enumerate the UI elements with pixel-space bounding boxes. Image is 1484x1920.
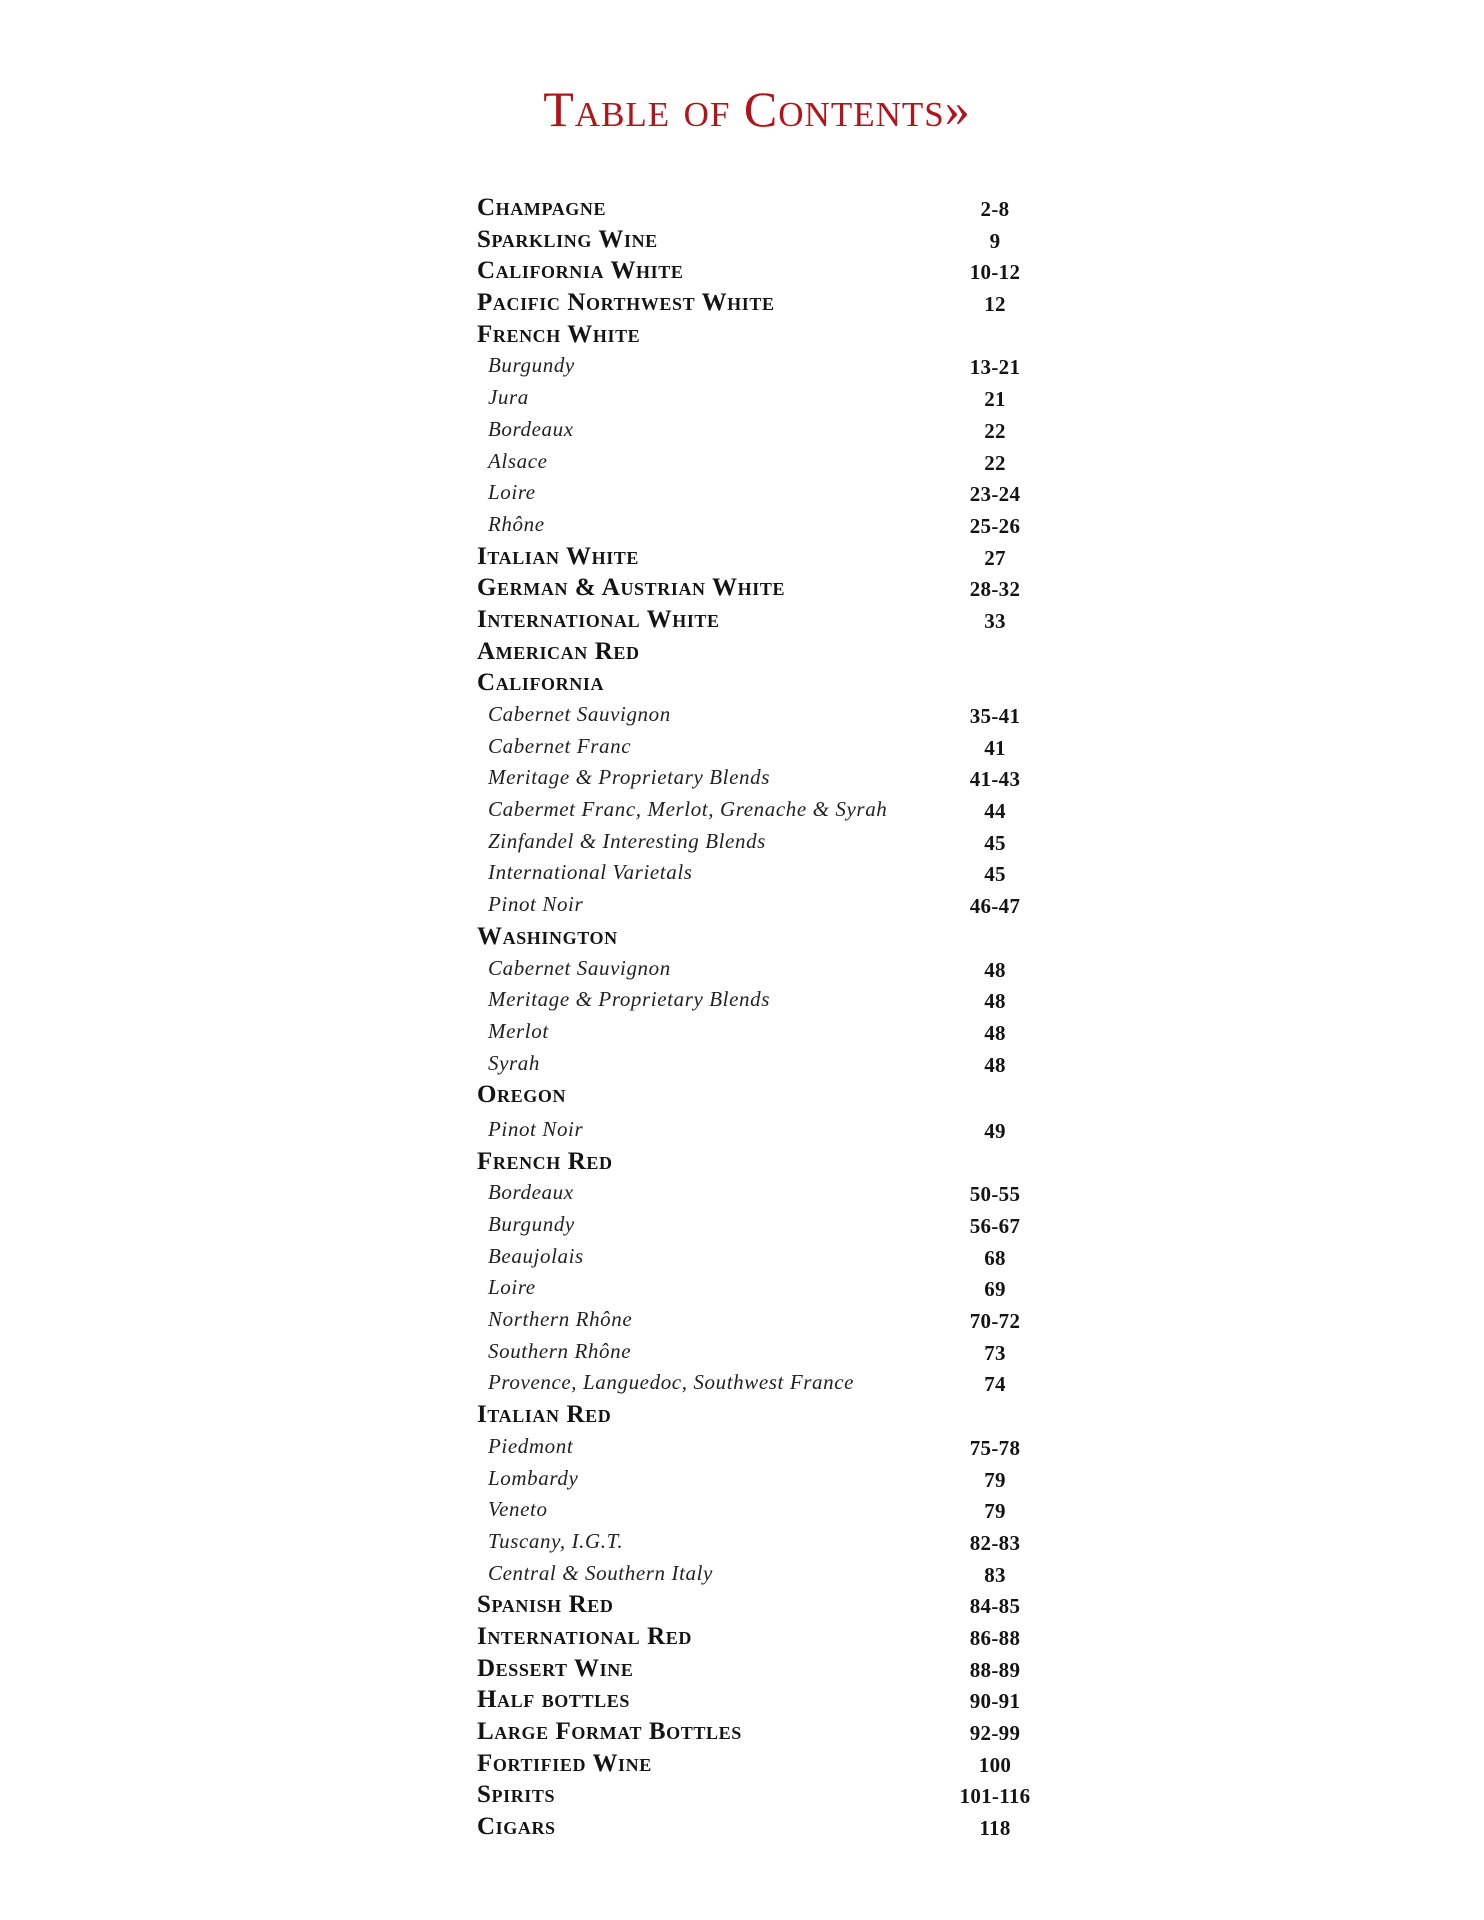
toc-section-entry[interactable]: [477, 1716, 1037, 1748]
toc-subsection-entry[interactable]: [477, 446, 1037, 478]
toc-entry-pages: 73: [984, 1340, 1006, 1365]
toc-subsection-entry[interactable]: [477, 699, 1037, 731]
toc-entry-pages: 83: [984, 1562, 1006, 1587]
toc-subsection-entry[interactable]: [477, 1367, 1037, 1399]
toc-entry-pages: 41-43: [969, 767, 1021, 792]
toc-entry-label: California White: [477, 257, 684, 285]
toc-entry-label: Alsace: [488, 448, 548, 473]
toc-entry-label: Northern Rhône: [488, 1307, 633, 1332]
toc-subsection-entry[interactable]: [477, 1114, 1037, 1146]
toc-entry-label: Merlot: [488, 1018, 549, 1043]
toc-section-entry[interactable]: [477, 1621, 1037, 1653]
toc-entry-label: Cabernet Franc: [488, 733, 632, 758]
toc-entry-label: Piedmont: [488, 1433, 574, 1458]
toc-entry-pages: 48: [984, 989, 1006, 1014]
toc-entry-pages: 74: [984, 1372, 1006, 1397]
toc-entry-pages: 45: [984, 862, 1006, 887]
toc-entry-label: Bordeaux: [488, 416, 574, 441]
toc-entry-pages: 9: [989, 228, 1001, 253]
toc-entry-label: Bordeaux: [488, 1180, 574, 1205]
toc-section-entry[interactable]: [477, 1589, 1037, 1621]
toc-entry-label: Oregon: [477, 1081, 567, 1109]
toc-section-entry[interactable]: [477, 667, 1037, 699]
toc-subsection-entry[interactable]: [477, 731, 1037, 763]
toc-entry-label: International Varietals: [488, 860, 693, 885]
toc-entry-pages: 48: [984, 957, 1006, 982]
toc-entry-pages: 21: [984, 387, 1006, 412]
toc-entry-pages: 27: [984, 545, 1006, 570]
toc-entry-pages: 69: [984, 1277, 1006, 1302]
toc-subsection-entry[interactable]: [477, 1241, 1037, 1273]
page-title: Table of Contents»: [543, 81, 971, 137]
toc-list: [477, 192, 1037, 1843]
toc-section-entry[interactable]: [477, 255, 1037, 287]
toc-entry-pages: 10-12: [969, 260, 1021, 285]
toc-entry-pages: 92-99: [969, 1721, 1021, 1745]
toc-entry-pages: 100: [978, 1752, 1012, 1777]
toc-subsection-entry[interactable]: [477, 953, 1037, 985]
toc-subsection-entry[interactable]: [477, 1304, 1037, 1336]
toc-entry-label: California: [477, 669, 605, 697]
toc-section-entry[interactable]: [477, 636, 1037, 668]
toc-entry-pages: 22: [984, 450, 1006, 475]
toc-entry-pages: 46-47: [969, 894, 1021, 919]
toc-section-entry[interactable]: [477, 1811, 1037, 1843]
toc-entry-pages: 41: [984, 735, 1006, 760]
toc-entry-label: Italian White: [477, 542, 640, 570]
toc-entry-pages: 70-72: [969, 1309, 1021, 1334]
toc-entry-label: Syrah: [488, 1050, 540, 1075]
toc-entry-pages: 49: [984, 1118, 1006, 1143]
toc-section-entry[interactable]: [477, 921, 1037, 953]
toc-section-entry[interactable]: [477, 192, 1037, 224]
toc-entry-pages: 118: [979, 1816, 1011, 1841]
toc-subsection-entry[interactable]: [477, 984, 1037, 1016]
toc-entry-pages: 82-83: [969, 1530, 1021, 1555]
toc-subsection-entry[interactable]: [477, 350, 1037, 382]
toc-entry-label: Rhône: [488, 511, 545, 536]
toc-entry-label: International White: [477, 605, 720, 633]
toc-section-entry[interactable]: [477, 1399, 1037, 1431]
toc-subsection-entry[interactable]: [477, 414, 1037, 446]
toc-entry-label: Central & Southern Italy: [488, 1560, 713, 1585]
toc-entry-label: Meritage & Proprietary Blends: [488, 987, 770, 1012]
toc-subsection-entry[interactable]: [477, 1209, 1037, 1241]
toc-entry-pages: 79: [984, 1467, 1006, 1492]
toc-entry-pages: 68: [984, 1245, 1006, 1270]
toc-entry-pages: 88-89: [969, 1657, 1021, 1682]
toc-section-entry[interactable]: [477, 1653, 1037, 1685]
toc-entry-label: International Red: [477, 1622, 692, 1650]
toc-entry-label: Veneto: [488, 1497, 548, 1522]
toc-entry-pages: 35-41: [969, 704, 1021, 728]
toc-entry-label: Cabernet Sauvignon: [488, 955, 671, 980]
toc-entry-pages: 48: [984, 1052, 1006, 1077]
toc-entry-label: Pinot Noir: [488, 892, 584, 917]
toc-subsection-entry[interactable]: [477, 1048, 1037, 1080]
toc-entry-label: Large Format Bottles: [477, 1718, 742, 1745]
toc-entry-label: Zinfandel & Interesting Blends: [488, 828, 766, 853]
toc-section-entry[interactable]: [477, 224, 1037, 256]
toc-section-entry[interactable]: [477, 1748, 1037, 1780]
toc-entry-label: American Red: [477, 637, 640, 665]
toc-entry-pages: 25-26: [969, 513, 1021, 538]
toc-entry-pages: 50-55: [969, 1182, 1021, 1207]
toc-section-entry[interactable]: [477, 1146, 1037, 1178]
toc-subsection-entry[interactable]: [477, 1177, 1037, 1209]
toc-entry-label: Cigars: [477, 1813, 556, 1841]
toc-entry-pages: 22: [984, 418, 1006, 443]
toc-entry-label: Fortified Wine: [477, 1749, 652, 1777]
toc-entry-label: Meritage & Proprietary Blends: [488, 765, 770, 790]
toc-entry-label: Spanish Red: [477, 1591, 614, 1619]
toc-section-entry[interactable]: [477, 604, 1037, 636]
toc-entry-label: Sparkling Wine: [477, 225, 658, 253]
toc-subsection-entry[interactable]: [477, 826, 1037, 858]
toc-entry-label: Southern Rhône: [488, 1338, 632, 1363]
toc-subsection-entry[interactable]: [477, 1494, 1037, 1526]
toc-entry-label: Cabernet Sauvignon: [488, 702, 671, 726]
toc-entry-label: French Red: [477, 1147, 613, 1175]
toc-entry-label: Loire: [488, 480, 536, 505]
toc-entry-label: Jura: [488, 385, 529, 410]
toc-entry-label: Cabermet Franc, Merlot, Grenache & Syrah: [488, 797, 888, 822]
toc-subsection-entry[interactable]: [477, 1463, 1037, 1495]
toc-entry-pages: 79: [984, 1499, 1006, 1524]
toc-entry-pages: 75-78: [969, 1435, 1021, 1460]
toc-entry-pages: 84-85: [969, 1594, 1021, 1619]
toc-entry-pages: 86-88: [969, 1625, 1021, 1650]
toc-entry-label: Washington: [477, 922, 618, 950]
toc-entry-label: Spirits: [477, 1781, 556, 1809]
toc-subsection-entry[interactable]: [477, 1526, 1037, 1558]
toc-subsection-entry[interactable]: [477, 1272, 1037, 1304]
toc-subsection-entry[interactable]: [477, 382, 1037, 414]
toc-section-entry[interactable]: [477, 1779, 1037, 1811]
toc-entry-label: Dessert Wine: [477, 1654, 634, 1682]
toc-section-entry[interactable]: [477, 541, 1037, 573]
toc-subsection-entry[interactable]: [477, 762, 1037, 794]
toc-entry-label: Burgundy: [488, 353, 575, 378]
toc-entry-pages: 48: [984, 1020, 1006, 1045]
toc-subsection-entry[interactable]: [477, 794, 1037, 826]
toc-subsection-entry[interactable]: [477, 857, 1037, 889]
toc-entry-pages: 44: [984, 799, 1006, 824]
toc-entry-label: Loire: [488, 1275, 536, 1300]
toc-entry-pages: 33: [984, 608, 1006, 633]
toc-section-entry[interactable]: [477, 319, 1037, 351]
toc-entry-pages: 13-21: [969, 355, 1021, 380]
toc-entry-label: Italian Red: [477, 1401, 612, 1429]
toc-subsection-entry[interactable]: [477, 509, 1037, 541]
toc-entry-pages: 23-24: [969, 482, 1021, 507]
toc-section-entry[interactable]: [477, 572, 1037, 604]
toc-entry-pages: 56-67: [969, 1214, 1021, 1238]
toc-subsection-entry[interactable]: [477, 1336, 1037, 1368]
toc-section-entry[interactable]: [477, 287, 1037, 319]
toc-entry-pages: 45: [984, 830, 1006, 855]
toc-entry-label: Provence, Languedoc, Southwest France: [488, 1370, 855, 1395]
toc-subsection-entry[interactable]: [477, 1016, 1037, 1048]
toc-section-entry[interactable]: [477, 1684, 1037, 1716]
toc-entry-label: Pacific Northwest White: [477, 289, 775, 317]
toc-entry-label: French White: [477, 320, 641, 348]
toc-subsection-entry[interactable]: [477, 477, 1037, 509]
toc-entry-label: Champagne: [477, 194, 607, 221]
toc-subsection-entry[interactable]: [477, 1558, 1037, 1590]
toc-entry-pages: 101-116: [959, 1784, 1031, 1809]
toc-section-entry[interactable]: [477, 1079, 1037, 1111]
toc-entry-label: German & Austrian White: [477, 574, 786, 602]
toc-entry-pages: 12: [984, 292, 1006, 317]
toc-entry-label: Beaujolais: [488, 1243, 584, 1268]
toc-entry-pages: 90-91: [969, 1689, 1021, 1714]
toc-subsection-entry[interactable]: [477, 1431, 1037, 1463]
toc-entry-pages: 2-8: [980, 197, 1010, 221]
toc-entry-label: Pinot Noir: [488, 1116, 584, 1141]
toc-entry-label: Lombardy: [488, 1465, 579, 1490]
toc-subsection-entry[interactable]: [477, 889, 1037, 921]
toc-entry-pages: 28-32: [969, 577, 1021, 602]
toc-entry-label: Burgundy: [488, 1212, 575, 1236]
toc-entry-label: Tuscany, I.G.T.: [488, 1528, 624, 1553]
toc-entry-label: Half bottles: [477, 1686, 630, 1714]
